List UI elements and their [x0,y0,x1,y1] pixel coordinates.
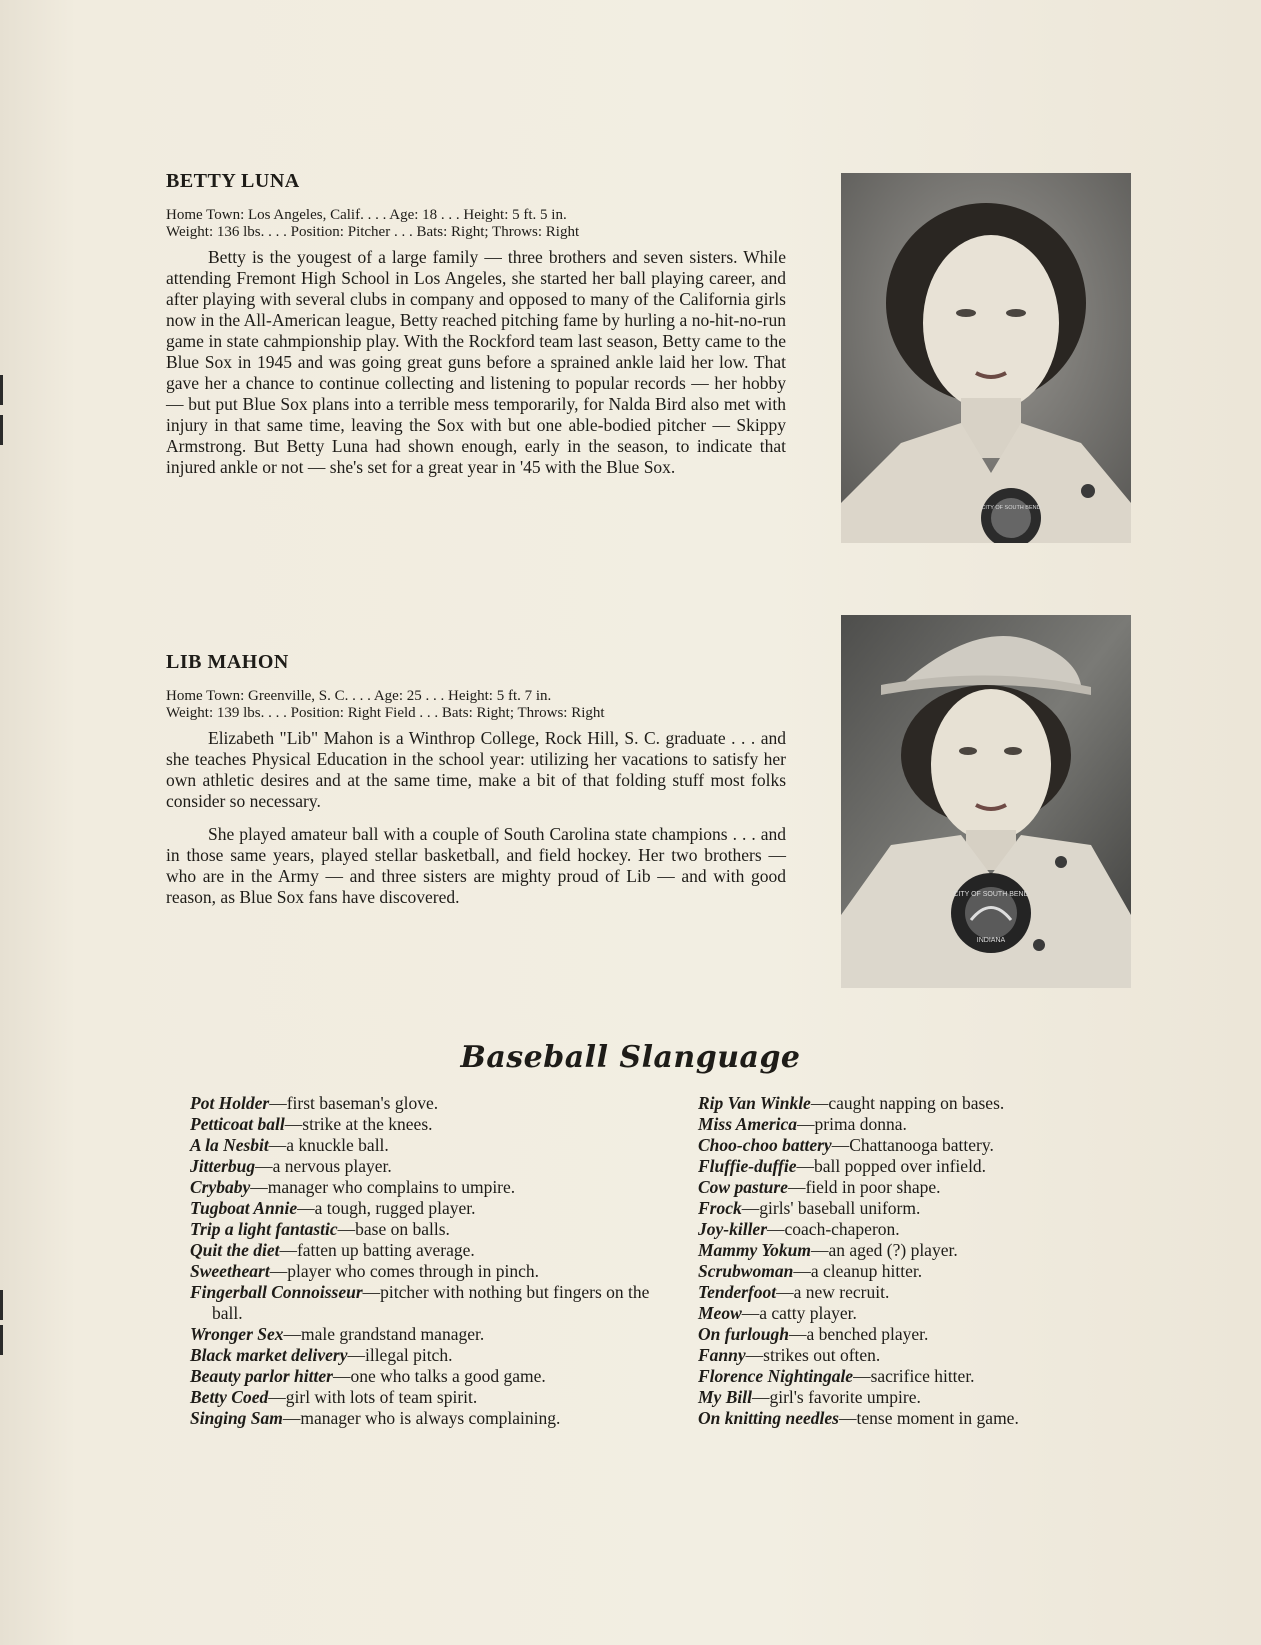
slang-term: Petticoat ball [190,1114,285,1134]
slang-entry [190,1135,650,1156]
player-bio-paragraph: Elizabeth "Lib" Mahon is a Winthrop College, Rock Hill, S. C. graduate . . . and she teaches Physical Education in the school year: utilizing her vacations to satisfy her own athletic desires and at the same time, make a bit of that folding stuff most folks consider so necessary. [166,728,786,811]
slang-definition: —sacrifice hitter. [853,1366,975,1386]
slang-definition: —girl with lots of team spirit. [268,1387,478,1407]
slang-entry [190,1219,650,1240]
slang-term: Rip Van Winkle [698,1093,811,1113]
slang-definition: —caught napping on bases. [810,1093,1005,1113]
slang-term: Fingerball Connoisseur [190,1282,363,1302]
slang-definition: —coach-chaperon. [767,1219,900,1239]
slang-term: Quit the diet [190,1240,280,1260]
slang-definition: —a catty player. [741,1303,857,1323]
stats-line: Home Town: Los Angeles, Calif. . . . Age: 18 . . . Height: 5 ft. 5 in. [166,207,567,223]
slang-definition: —a nervous player. [255,1156,392,1176]
slang-definition: —a new recruit. [776,1282,890,1302]
slang-entry [698,1282,1118,1303]
slang-term: Tenderfoot [698,1282,777,1302]
slang-term: Florence Nightingale [698,1366,854,1386]
slang-definition: —a knuckle ball. [268,1135,389,1155]
player-photo-lib-mahon [841,615,1131,988]
slang-term: My Bill [698,1387,752,1407]
slang-entry [698,1303,1118,1324]
badge-text: CITY OF SOUTH BEND [981,505,1041,511]
stats-line: Weight: 139 lbs. . . . Position: Right Field . . . Bats: Right; Throws: Right [166,705,605,721]
slang-term: Scrubwoman [698,1261,794,1281]
slang-term: On furlough [698,1324,789,1344]
player-profile-betty-luna [166,170,786,490]
slang-entry [190,1345,650,1366]
player-name: LIB MAHON [166,651,289,673]
slang-entry [190,1093,650,1114]
slang-entry [190,1387,650,1408]
binding-mark [0,415,3,445]
slang-term: Tugboat Annie [190,1198,298,1218]
player-name: BETTY LUNA [166,170,300,192]
slang-entry [698,1240,1118,1261]
slang-entry [698,1198,1118,1219]
slang-entry [190,1114,650,1135]
slang-entry [190,1408,650,1429]
binding-mark [0,375,3,405]
slang-definition: —strike at the knees. [284,1114,433,1134]
slang-term: Black market delivery [190,1345,348,1365]
slang-definition: —manager who complains to umpire. [250,1177,516,1197]
slang-entry [190,1261,650,1282]
slang-term: Joy-killer [698,1219,768,1239]
slang-entry [190,1156,650,1177]
slang-definition: —a benched player. [788,1324,929,1344]
slang-definition: —manager who is always complaining. [282,1408,561,1428]
slang-entry [190,1240,650,1261]
stats-line: Weight: 136 lbs. . . . Position: Pitcher . . . Bats: Right; Throws: Right [166,224,580,240]
slang-entry [698,1366,1118,1387]
slang-entry [698,1093,1118,1114]
slang-term: Crybaby [190,1177,251,1197]
slang-definition: —a cleanup hitter. [793,1261,923,1281]
slang-term: Wronger Sex [190,1324,284,1344]
player-profile-lib-mahon [166,651,786,920]
slang-term: Betty Coed [190,1387,269,1407]
slang-definition: —ball popped over infield. [796,1156,987,1176]
slang-term: Choo-choo battery [698,1135,832,1155]
slang-entry [698,1261,1118,1282]
slang-definition: —girl's favorite umpire. [751,1387,921,1407]
portrait-image [841,173,1131,543]
slang-entry [698,1135,1118,1156]
stats-line: Home Town: Greenville, S. C. . . . Age: 25 . . . Height: 5 ft. 7 in. [166,688,552,704]
slang-term: Meow [698,1303,742,1323]
slang-term: Cow pasture [698,1177,788,1197]
slang-entry [190,1198,650,1219]
slang-definition: —male grandstand manager. [283,1324,485,1344]
slang-entry [698,1345,1118,1366]
slang-term: A la Nesbit [190,1135,269,1155]
slang-definition: —player who comes through in pinch. [269,1261,539,1281]
slang-entry [698,1156,1118,1177]
player-photo-betty-luna [841,173,1131,543]
slang-entry [190,1177,650,1198]
slang-term: Fluffie-duffie [698,1156,797,1176]
player-stats [166,688,786,722]
player-bio-paragraph: Betty is the yougest of a large family — three brothers and seven sisters. While attending Fremont High School in Los Angeles, she started her ball playing career, and after playing with several clubs in company and opposed to many of the California girls now in the All-American league, Betty reached pitching fame by hurling a no-hit-no-run game in state cahmpionship play. With the Rockford team last season, Betty came to the Blue Sox in 1945 and was going great guns before a sprained ankle laid her low. That gave her a chance to continue collecting and listening to popular records — her hobby — but put Blue Sox plans into a terrible mess temporarily, for Nalda Bird also met with injury in that same time, leaving the Sox with but one able-bodied pitcher — Skippy Armstrong. But Betty Luna had shown enough, early in the season, to indicate that injured ankle or not — she's set for a great year in '45 with the Blue Sox. [166,247,786,477]
binding-mark [0,1325,3,1355]
slang-list-left [190,1093,650,1429]
slang-entry [698,1177,1118,1198]
player-stats [166,207,786,241]
slang-term: Frock [698,1198,742,1218]
slang-definition: —girls' baseball uniform. [741,1198,921,1218]
slang-definition: —strikes out often. [745,1345,881,1365]
slang-definition: —tense moment in game. [839,1408,1019,1428]
slang-definition: —fatten up batting average. [279,1240,475,1260]
slang-definition: —a tough, rugged player. [297,1198,476,1218]
slang-definition: —base on balls. [337,1219,450,1239]
slang-entry [190,1282,650,1324]
slang-term: Fanny [698,1345,746,1365]
slang-definition: —prima donna. [797,1114,907,1134]
slang-entry [698,1114,1118,1135]
player-bio-paragraph: She played amateur ball with a couple of South Carolina state champions . . . and in those same years, played stellar basketball, and field hockey. Her two brothers — who are in the Army — and three sisters are mighty proud of Lib — and with good reason, as Blue Sox fans have discovered. [166,824,786,907]
slang-term: Singing Sam [190,1408,283,1428]
badge-text: CITY OF SOUTH BEND [953,891,1029,898]
slang-term: Beauty parlor hitter [190,1366,333,1386]
portrait-image [841,615,1131,988]
slang-term: Jitterbug [190,1156,256,1176]
slang-term: Pot Holder [190,1093,270,1113]
slang-entry [698,1324,1118,1345]
slang-definition: —one who talks a good game. [332,1366,546,1386]
badge-text: INDIANA [976,937,1006,944]
slang-entry [190,1324,650,1345]
slang-term: Sweetheart [190,1261,270,1281]
slang-list-right [698,1093,1118,1429]
slang-definition: —pitcher with nothing but fingers on the ball. [212,1282,650,1323]
slang-term: On knitting needles [698,1408,839,1428]
slang-entry [698,1219,1118,1240]
slang-term: Mammy Yokum [698,1240,811,1260]
slang-entry [698,1408,1118,1429]
slang-definition: —illegal pitch. [347,1345,453,1365]
slang-definition: —first baseman's glove. [269,1093,439,1113]
slang-definition: —an aged (?) player. [810,1240,958,1260]
slang-term: Trip a light fantastic [190,1219,338,1239]
slang-entry [698,1387,1118,1408]
slang-definition: —Chattanooga battery. [831,1135,994,1155]
binding-mark [0,1290,3,1320]
slang-definition: —field in poor shape. [787,1177,941,1197]
slang-entry [190,1366,650,1387]
slang-term: Miss America [698,1114,798,1134]
section-title: Baseball Slanguage [460,1040,801,1075]
